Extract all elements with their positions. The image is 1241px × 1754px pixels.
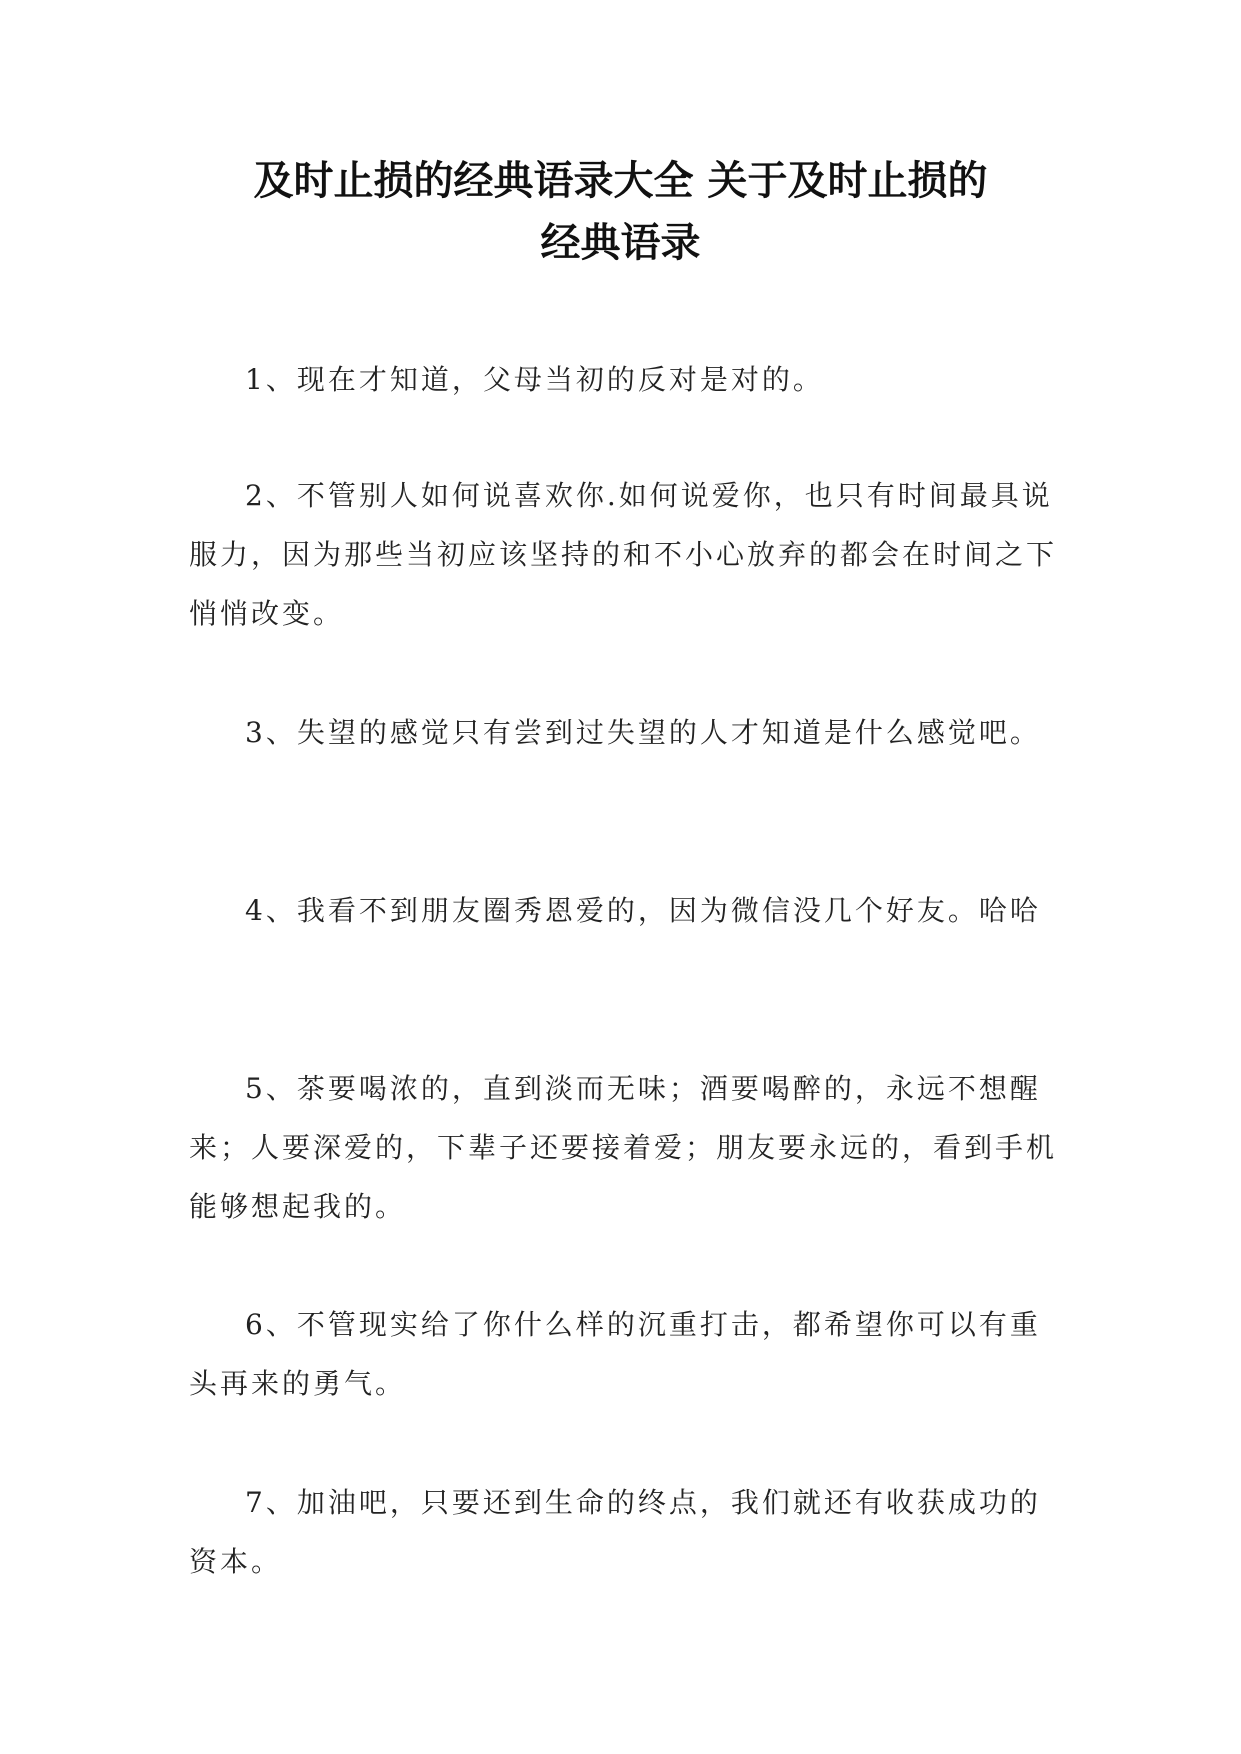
quote-paragraph-7: 7、加油吧，只要还到生命的终点，我们就还有收获成功的资本。 — [189, 1486, 1041, 1578]
quote-paragraph-6: 6、不管现实给了你什么样的沉重打击，都希望你可以有重头再来的勇气。 — [189, 1308, 1041, 1400]
page-title-line-1: 及时止损的经典语录大全 关于及时止损的 — [253, 157, 988, 204]
quote-paragraph-4: 4、我看不到朋友圈秀恩爱的，因为微信没几个好友。哈哈 — [245, 894, 1041, 927]
quote-paragraph-5: 5、茶要喝浓的，直到淡而无味；酒要喝醉的，永远不想醒来；人要深爱的，下辈子还要接着爱；朋友要永远的，看到手机能够想起我的。 — [189, 1072, 1058, 1223]
quote-paragraph-1: 1、现在才知道，父母当初的反对是对的。 — [245, 363, 824, 396]
page-title-line-2: 经典语录 — [540, 219, 701, 266]
quote-paragraph-2: 2、不管别人如何说喜欢你.如何说爱你，也只有时间最具说服力，因为那些当初应该坚持的和不小心放弃的都会在时间之下悄悄改变。 — [189, 479, 1058, 630]
quote-paragraph-3: 3、失望的感觉只有尝到过失望的人才知道是什么感觉吧。 — [245, 716, 1041, 749]
page-title — [150, 150, 1091, 274]
